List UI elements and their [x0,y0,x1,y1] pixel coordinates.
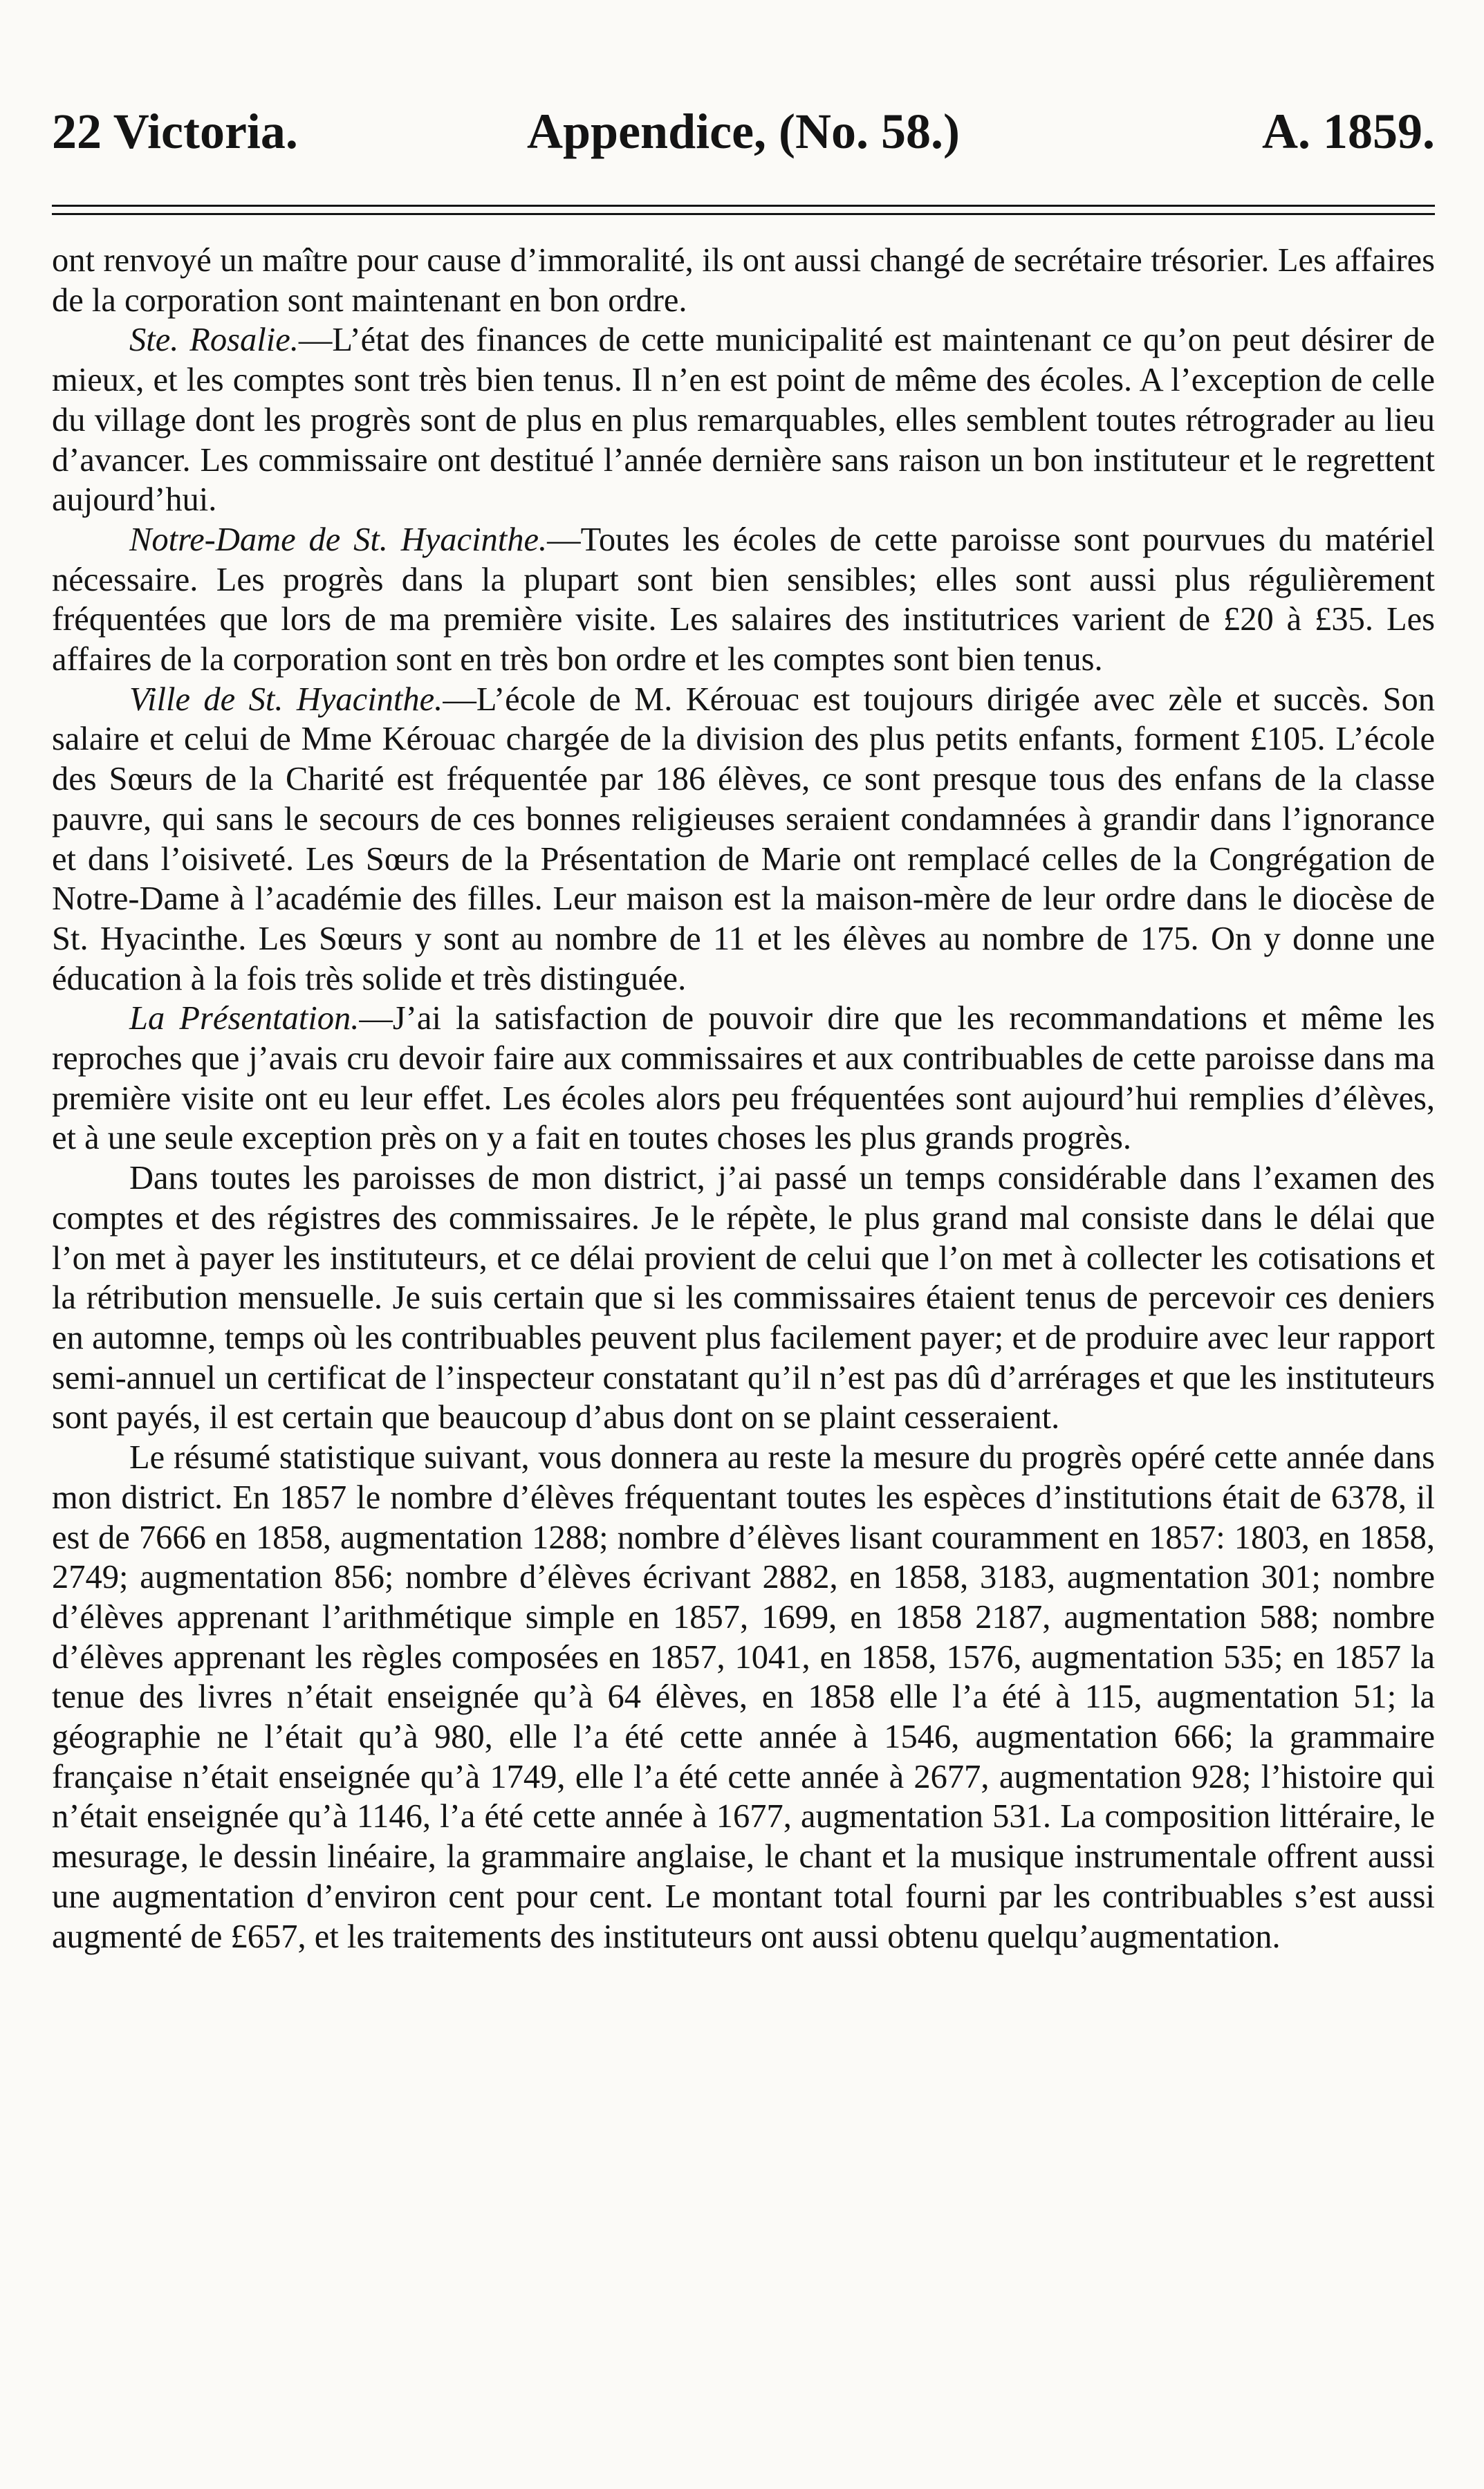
header-year: A. 1859. [1262,104,1435,159]
paragraph-ville-st-hyacinthe [52,680,1435,999]
page-header [52,97,1435,166]
paragraph-continuation [52,241,1435,320]
header-session: 22 Victoria. [52,104,298,159]
paragraph-text: —J’ai la satisfaction de pouvoir dire que les recommandations et même les reproches que j’avais cru devoir faire aux commissaires et aux contribuables de cette paroisse dans ma première visite ont eu leur effet. Les écoles alors peu fréquentées sont aujourd’hui remplies d’élèves, et à une seule exception près on y a fait en toutes choses les plus grands progrès. [52,1000,1435,1157]
paragraph-notre-dame [52,520,1435,680]
report-body [52,241,1435,1956]
paragraph-ste-rosalie [52,320,1435,520]
header-appendix: Appendice, (No. 58.) [527,104,960,159]
paragraph-text: ont renvoyé un maître pour cause d’immoralité, ils ont aussi changé de secrétaire trésorier. Les affaires de la corporation sont maintenant en bon ordre. [52,242,1435,319]
paragraph-text: —L’état des finances de cette municipalité est maintenant ce qu’on peut désirer de mieux, et les comptes sont très bien tenus. Il n’en est point de même des écoles. A l’exception de celle du village dont les progrès sont de plus en plus remarquables, elles semblent toutes rétrograder au lieu d’avancer. Les commissaire ont destitué l’année dernière sans raison un bon instituteur et le regrettent aujourd’hui. [52,322,1435,519]
paragraph-statistics [52,1438,1435,1956]
paragraph-lead: Ste. Rosalie. [129,322,299,359]
paragraph-lead: La Présentation. [129,1000,360,1037]
paragraph-text: Dans toutes les paroisses de mon district, j’ai passé un temps considérable dans l’examen des comptes et des régistres des commissaires. Je le répète, le plus grand mal consiste dans le délai que l’on met à payer les instituteurs, et ce délai provient de celui que l’on met à collecter les cotisations et la rétribution mensuelle. Je suis certain que si les commissaires étaient tenus de percevoir ces deniers en automne, temps où les contribuables peuvent plus facilement payer; et de produire avec leur rapport semi-annuel un certificat de l’inspecteur constatant qu’il n’est pas dû d’arrérages et que les instituteurs sont payés, il est certain que beaucoup d’abus dont on se plaint cesseraient. [52,1160,1435,1436]
paragraph-lead: Notre-Dame de St. Hyacinthe. [129,521,548,558]
paragraph-text: Le résumé statistique suivant, vous donnera au reste la mesure du progrès opéré cette année dans mon district. En 1857 le nombre d’élèves fréquentant toutes les espèces d’institutions était de 6378, il est de 7666 en 1858, augmentation 1288; nombre d’élèves lisant couramment en 1857: 1803, en 1858, 2749; augmentation 856; nombre d’élèves écrivant 2882, en 1858, 3183, augmentation 301; nombre d’élèves apprenant l’arithmétique simple en 1857, 1699, en 1858 2187, augmentation 588; nombre d’élèves apprenant les règles composées en 1857, 1041, en 1858, 1576, augmentation 535; en 1857 la tenue des livres n’était enseignée qu’à 64 élèves, en 1858 elle l’a été à 115, augmentation 51; la géographie ne l’était qu’à 980, elle l’a été cette année à 1546, augmentation 666; la grammaire française n’était enseignée qu’à 1749, elle l’a été cette année à 2677, augmentation 928; l’histoire qui n’était enseignée qu’à 1146, l’a été cette année à 1677, augmentation 531. La composition littéraire, le mesurage, le dessin linéaire, la grammaire anglaise, le chant et la musique instrumentale offrent aussi une augmentation d’environ cent pour cent. Le montant total fourni par les contribuables s’est aussi augmenté de £657, et les traitements des instituteurs ont aussi obtenu quelqu’augmentation. [52,1439,1435,1955]
paragraph-text: —Toutes les écoles de cette paroisse sont pourvues du matériel nécessaire. Les progrès dans la plupart sont bien sensibles; elles sont aussi plus régulièrement fréquentées que lors de ma première visite. Les salaires des institutrices varient de £20 à £35. Les affaires de la corporation sont en très bon ordre et les comptes sont bien tenus. [52,521,1435,678]
paragraph-la-presentation [52,999,1435,1158]
paragraph-text: —L’école de M. Kérouac est toujours dirigée avec zèle et succès. Son salaire et celui de Mme Kérouac chargée de la division des plus petits enfants, forment £105. L’école des Sœurs de la Charité est fréquentée par 186 élèves, ce sont presque tous des enfans de la classe pauvre, qui sans le secours de ces bonnes religieuses seraient condamnées à grandir dans l’ignorance et dans l’oisiveté. Les Sœurs de la Présentation de Marie ont remplacé celles de la Congrégation de Notre-Dame à l’académie des filles. Leur maison est la maison-mère de leur ordre dans le diocèse de St. Hyacinthe. Les Sœurs y sont au nombre de 11 et les élèves au nombre de 175. On y donne une éducation à la fois très solide et très distinguée. [52,681,1435,997]
paragraph-lead: Ville de St. Hyacinthe. [129,681,443,718]
paragraph-district-accounts [52,1158,1435,1438]
header-double-rule [52,205,1435,215]
